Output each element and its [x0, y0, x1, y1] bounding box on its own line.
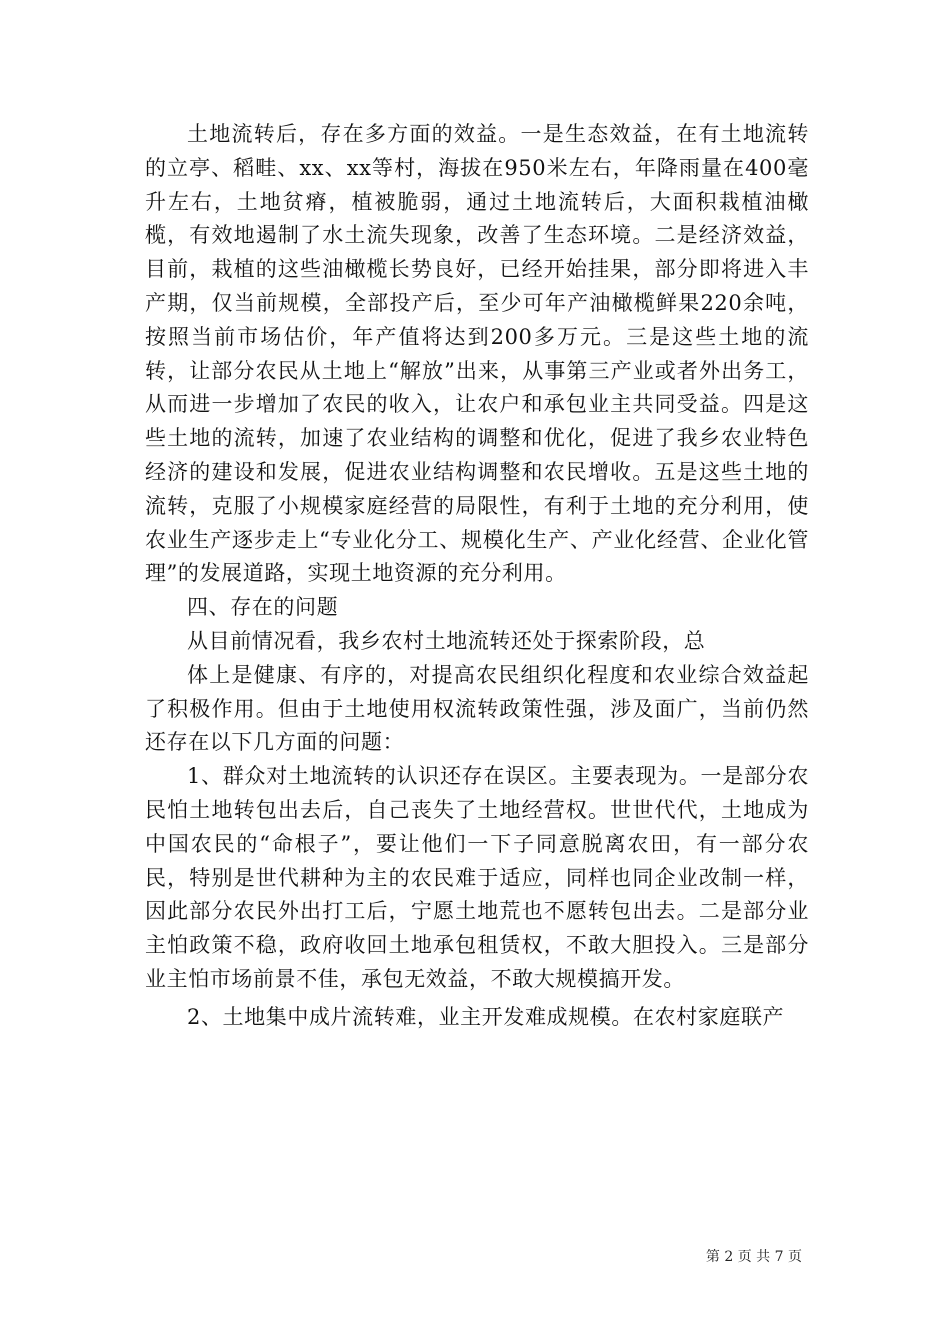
paragraph-intro-line: 从目前情况看，我乡农村土地流转还处于探索阶段，总 [187, 628, 706, 653]
section-heading-problems: 四、存在的问题 [187, 595, 339, 620]
page-number-footer: 第 2 页 共 7 页 [705, 1249, 802, 1265]
paragraph-benefits: 土地流转后，存在多方面的效益。一是生态效益，在有土地流转的立亭、稻畦、xx、xx等村，海拔在950米左右，年降雨量在400毫升左右，土地贫瘠，植被脆弱，通过土地流转后，大面积栽植油橄榄，有效地遏制了水土流失现象，改善了生态环境。二是经济效益，目前，栽植的这些油橄榄长势良好，已经开始挂果，部分即将进入丰产期，仅当前规模，全部投产后，至少可年产油橄榄鲜果220余吨，按照当前市场估价，年产值将达到200多万元。三是这些土地的流转，让部分农民从土地上“解放”出来，从事第三产业或者外出务工，从而进一步增加了农民的收入，让农户和承包业主共同受益。四是这些土地的流转，加速了农业结构的调整和优化，促进了我乡农业特色经济的建设和发展，促进农业结构调整和农民增收。五是这些土地的流转，克服了小规模家庭经营的局限性，有利于土地的充分利用，使农业生产逐步走上“专业化分工、规模化生产、产业化经营、企业化管理”的发展道路，实现土地资源的充分利用。 [145, 122, 809, 586]
paragraph-problem-1: 1、群众对土地流转的认识还存在误区。主要表现为。一是部分农民怕土地转包出去后，自己丧失了土地经营权。世世代代，土地成为中国农民的“命根子”，要让他们一下子同意脱离农田，有一部分农民，特别是世代耕种为主的农民难于适应，同样也同企业改制一样，因此部分农民外出打工后，宁愿土地荒也不愿转包出去。二是部分业主怕政策不稳，政府收回土地承包租赁权，不敢大胆投入。三是部分业主怕市场前景不佳，承包无效益，不敢大规模搞开发。 [145, 764, 809, 991]
paragraph-intro-continued: 体上是健康、有序的，对提高农民组织化程度和农业综合效益起了积极作用。但由于土地使用权流转政策性强，涉及面广，当前仍然还存在以下几方面的问题： [145, 662, 809, 755]
paragraph-problem-2: 2、土地集中成片流转难，业主开发难成规模。在农村家庭联产 [187, 1004, 785, 1029]
document-body [145, 118, 809, 1035]
